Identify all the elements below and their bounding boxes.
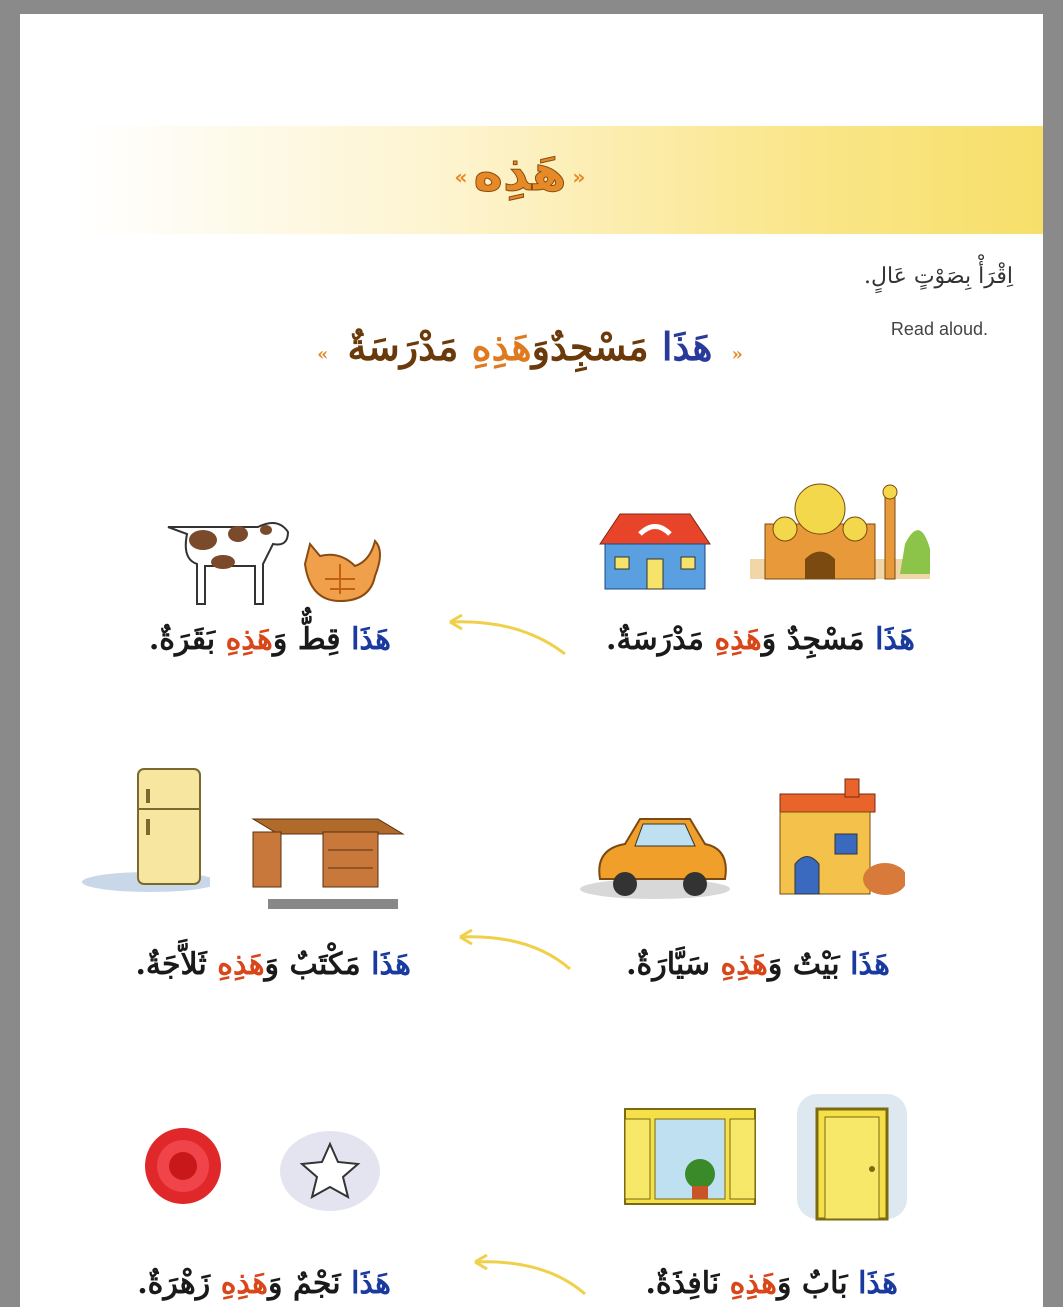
cow-picture — [158, 502, 293, 607]
door-picture — [792, 1089, 912, 1224]
worksheet-page — [20, 14, 1043, 1307]
title-word: هَذِه — [473, 144, 567, 202]
sentence-row3-left — [137, 1266, 391, 1301]
car-picture — [575, 809, 735, 904]
star-picture — [278, 1129, 383, 1214]
main-sentence — [220, 324, 840, 369]
main-hatha: هَذَا — [661, 324, 713, 369]
word-noun1: مَسْجِدٌ — [786, 622, 865, 657]
desk-picture — [248, 814, 408, 914]
word-hathihi: هَذِهِ — [720, 947, 768, 982]
word-hatha: هَذَا — [351, 1266, 391, 1301]
instruction-arabic: اِقْرَأْ بِصَوْتٍ عَالٍ. — [864, 264, 1013, 289]
word-noun1: بَيْتٌ — [792, 947, 840, 982]
word-noun1: بَابٌ — [801, 1266, 848, 1301]
word-noun2: مَدْرَسَةٌ. — [606, 622, 704, 657]
word-noun1: مَكْتَبٌ — [289, 947, 361, 982]
word-wa: وَ — [761, 622, 777, 657]
main-wa: وَ — [531, 324, 550, 369]
sentence-row1-left — [149, 622, 391, 657]
word-noun1: نَجْمٌ — [292, 1266, 341, 1301]
arrow-row1 — [440, 614, 570, 659]
word-noun2: بَقَرَةٌ. — [148, 622, 216, 657]
word-noun2: نَافِذَةٌ. — [645, 1266, 720, 1301]
arrow-row3 — [465, 1254, 590, 1299]
word-wa: وَ — [767, 947, 783, 982]
word-hatha: هَذَا — [875, 622, 915, 657]
sentence-row2-right — [626, 947, 890, 982]
word-hatha: هَذَا — [371, 947, 411, 982]
flower-picture — [138, 1124, 228, 1209]
word-noun2: ثَلاَّجَةٌ. — [135, 947, 207, 982]
arrow-row2 — [450, 929, 575, 974]
quote-close: » — [454, 164, 468, 189]
lesson-title — [400, 144, 640, 202]
main-quote-open: « — [731, 344, 743, 365]
word-hathihi: هَذِهِ — [729, 1266, 777, 1301]
main-word1: مَسْجِدٌ — [549, 324, 649, 369]
word-wa: وَ — [264, 947, 280, 982]
instruction-english: Read aloud. — [890, 319, 988, 339]
word-noun1: قِطٌّ — [297, 622, 341, 657]
house-picture — [775, 774, 905, 899]
mosque-picture — [745, 464, 935, 594]
sentence-row1-right — [606, 622, 915, 657]
word-noun2: زَهْرَةٌ. — [137, 1266, 211, 1301]
word-wa: وَ — [272, 622, 288, 657]
word-hatha: هَذَا — [351, 622, 391, 657]
word-hathihi: هَذِهِ — [714, 622, 762, 657]
sentence-row2-left — [135, 947, 411, 982]
cat-picture — [295, 534, 390, 604]
word-hathihi: هَذِهِ — [225, 622, 273, 657]
word-noun2: سَيَّارَةٌ. — [626, 947, 711, 982]
main-word2: مَدْرَسَةٌ — [347, 324, 459, 369]
word-hatha: هَذَا — [858, 1266, 898, 1301]
word-hatha: هَذَا — [850, 947, 890, 982]
school-picture — [595, 509, 715, 594]
window-picture — [620, 1104, 760, 1209]
fridge-picture — [80, 764, 210, 894]
quote-open: « — [572, 164, 586, 189]
main-quote-close: » — [317, 344, 329, 365]
word-hathihi: هَذِهِ — [217, 947, 265, 982]
word-hathihi: هَذِهِ — [220, 1266, 268, 1301]
word-wa: وَ — [268, 1266, 283, 1301]
word-wa: وَ — [776, 1266, 792, 1301]
main-hathihi: هَذِهِ — [471, 324, 532, 369]
sentence-row3-right — [645, 1266, 898, 1301]
